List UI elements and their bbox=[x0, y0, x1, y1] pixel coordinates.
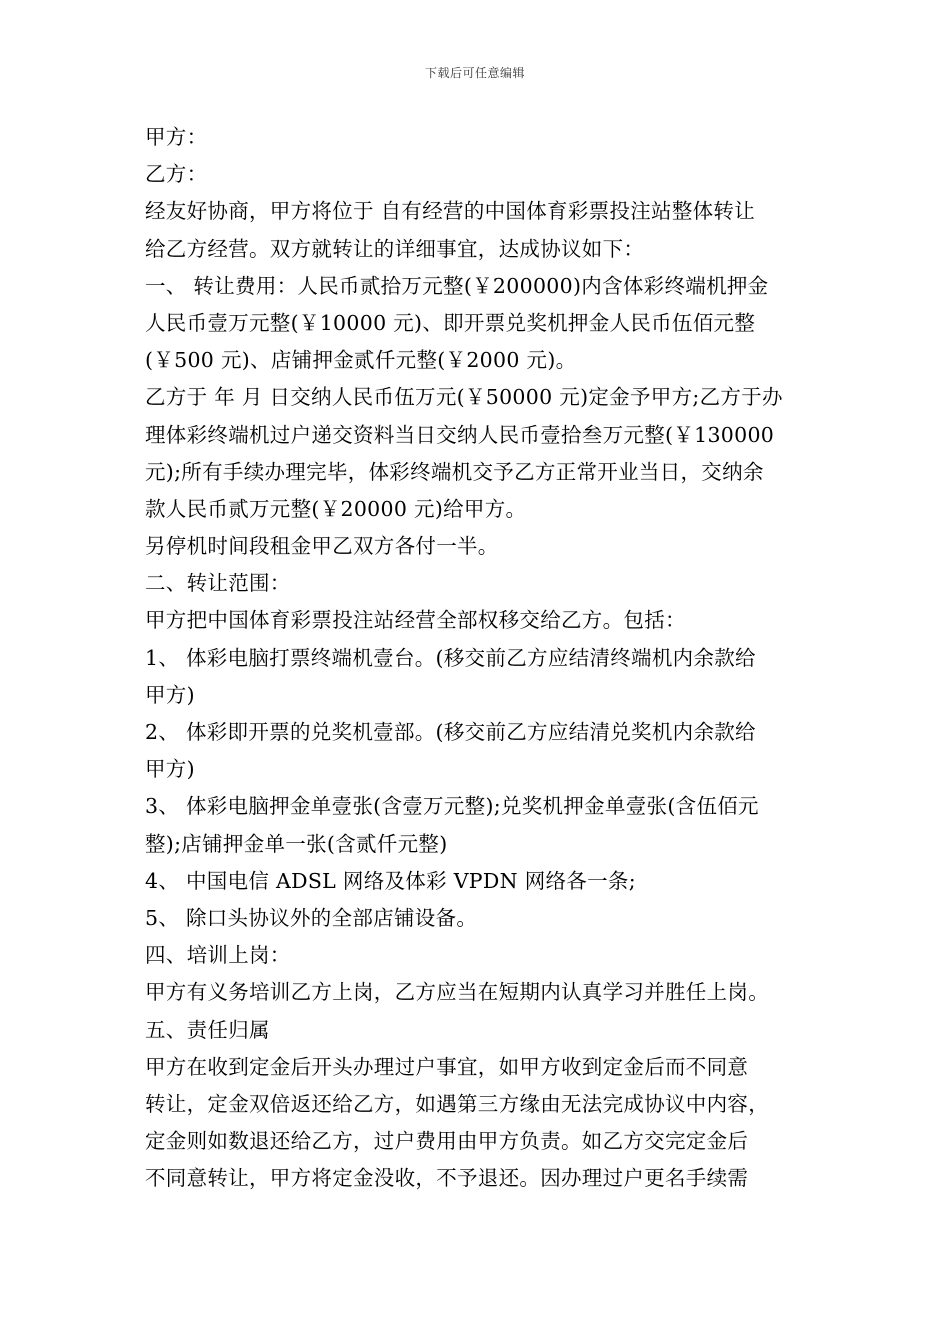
text-line: 理体彩终端机过户递交资料当日交纳人民币壹拾叁万元整(￥130000 bbox=[145, 422, 775, 447]
text-line: 给乙方经营。双方就转让的详细事宜，达成协议如下： bbox=[145, 236, 645, 261]
text-line: 甲方) bbox=[145, 682, 195, 707]
text-line: 另停机时间段租金甲乙双方各付一半。 bbox=[145, 534, 499, 559]
text-line: 甲方有义务培训乙方上岗，乙方应当在短期内认真学习并胜任上岗。 bbox=[145, 980, 769, 1005]
text-line: 二、转让范围： bbox=[145, 571, 291, 596]
text-line: 5、 除口头协议外的全部店铺设备。 bbox=[145, 905, 478, 930]
text-line: 五、责任归属 bbox=[145, 1017, 270, 1042]
text-line: 3、 体彩电脑押金单壹张(含壹万元整);兑奖机押金单壹张(含伍佰元 bbox=[145, 794, 759, 819]
text-line: 转让，定金双倍返还给乙方，如遇第三方缘由无法完成协议中内容， bbox=[145, 1091, 769, 1116]
agreement-body bbox=[145, 119, 813, 1197]
text-line: 款人民币贰万元整(￥20000 元)给甲方。 bbox=[145, 496, 527, 521]
text-line: 整);店铺押金单一张(含贰仟元整) bbox=[145, 831, 448, 856]
text-line: 甲方把中国体育彩票投注站经营全部权移交给乙方。包括： bbox=[145, 608, 686, 633]
text-line: 乙方： bbox=[145, 162, 208, 187]
text-line: 元);所有手续办理完毕，体彩终端机交予乙方正常开业当日，交纳余 bbox=[145, 459, 764, 484]
text-line: 甲方： bbox=[145, 125, 208, 149]
text-line: 4、 中国电信 ADSL 网络及体彩 VPDN 网络各一条; bbox=[145, 868, 636, 893]
text-line: 一、 转让费用：人民币贰拾万元整(￥200000)内含体彩终端机押金 bbox=[145, 273, 769, 298]
text-line: 人民币壹万元整(￥10000 元)、即开票兑奖机押金人民币伍佰元整 bbox=[145, 310, 756, 335]
text-line: (￥500 元)、店铺押金贰仟元整(￥2000 元)。 bbox=[145, 348, 577, 373]
text-line: 甲方) bbox=[145, 757, 195, 782]
text-line: 定金则如数退还给乙方，过户费用由甲方负责。如乙方交完定金后 bbox=[145, 1129, 749, 1154]
page-header-note: 下载后可任意编辑 bbox=[424, 66, 525, 80]
text-line: 1、 体彩电脑打票终端机壹台。(移交前乙方应结清终端机内余款给 bbox=[145, 645, 756, 670]
text-line: 经友好协商，甲方将位于 自有经营的中国体育彩票投注站整体转让 bbox=[145, 199, 756, 224]
text-line: 2、 体彩即开票的兑奖机壹部。(移交前乙方应结清兑奖机内余款给 bbox=[145, 720, 756, 744]
text-line: 不同意转让，甲方将定金没收，不予退还。因办理过户更名手续需 bbox=[145, 1166, 749, 1191]
text-line: 四、培训上岗： bbox=[145, 943, 291, 968]
text-line: 甲方在收到定金后开头办理过户事宜，如甲方收到定金后而不同意 bbox=[145, 1054, 749, 1079]
text-line: 乙方于 年 月 日交纳人民币伍万元(￥50000 元)定金予甲方;乙方于办 bbox=[145, 385, 783, 410]
